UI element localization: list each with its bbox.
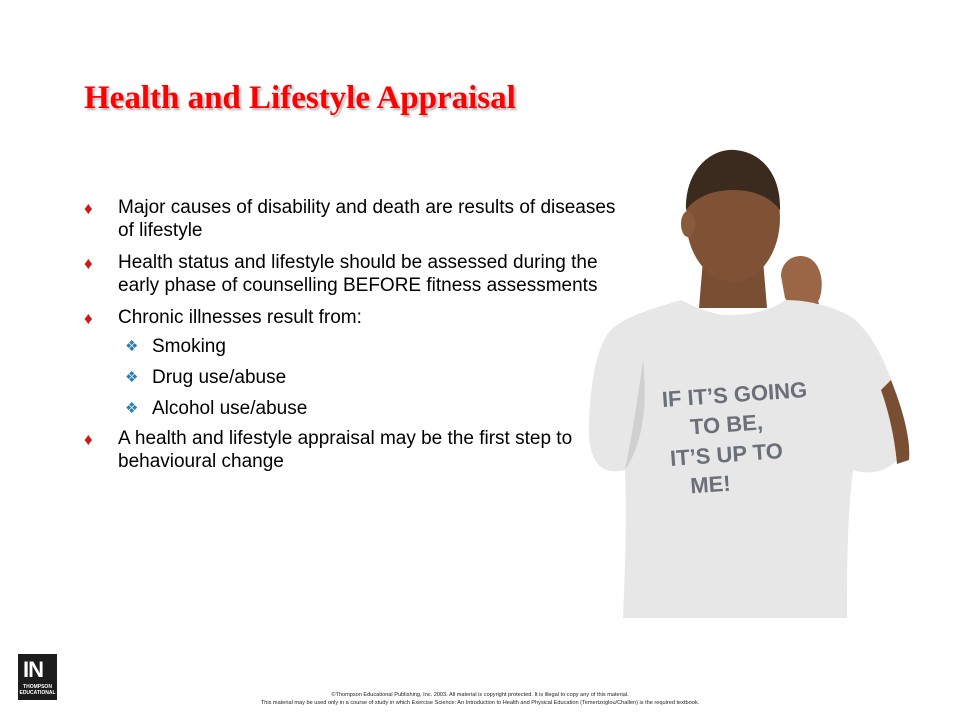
sub-bullet-text: Drug use/abuse xyxy=(152,367,287,388)
fleuron-bullet-icon: ❖ xyxy=(125,338,139,355)
bullet-text: Chronic illnesses result from: xyxy=(118,307,362,328)
diamond-bullet-icon: ♦ xyxy=(84,309,93,328)
bullet-text: Major causes of disability and death are results of diseases of lifestyle xyxy=(118,197,616,241)
sub-bullet-list xyxy=(118,335,624,420)
diamond-bullet-icon: ♦ xyxy=(84,199,93,218)
fleuron-bullet-icon: ❖ xyxy=(125,400,139,417)
raised-fist xyxy=(781,256,822,307)
person-photo xyxy=(585,140,915,618)
bullet-list xyxy=(84,196,624,482)
sub-bullet-item xyxy=(109,335,624,358)
bullet-item xyxy=(84,251,624,297)
usage-footer: This material may be used only in a course of study in which Exercise Science: An Introduction to Health and Physical Education (Temertzoglou/Challen) is the required textbook. xyxy=(260,700,700,706)
bullet-item xyxy=(84,196,624,242)
sub-bullet-item xyxy=(109,397,624,420)
diamond-bullet-icon: ♦ xyxy=(84,430,93,449)
logo-text: THOMPSON EDUCATIONAL xyxy=(19,684,56,696)
logo-mark: IN xyxy=(23,657,43,682)
bullet-item xyxy=(84,427,624,473)
sub-bullet-item xyxy=(109,366,624,389)
shirt-text-line: IF IT’S GOING xyxy=(661,376,808,413)
bullet-item xyxy=(84,306,624,420)
bullet-text: A health and lifestyle appraisal may be the first step to behavioural change xyxy=(118,428,573,472)
bullet-text: Health status and lifestyle should be assessed during the early phase of counselling BEFORE fitness assessments xyxy=(118,252,598,296)
shirt-text-line: ME! xyxy=(689,470,732,499)
ear xyxy=(681,211,695,237)
slide-title: Health and Lifestyle Appraisal xyxy=(84,80,516,116)
sub-bullet-text: Alcohol use/abuse xyxy=(152,398,308,419)
copyright-footer: ©Thompson Educational Publishing, Inc. 2003. All material is copyright protected. It is illegal to copy any of this material. xyxy=(331,692,629,698)
sub-bullet-text: Smoking xyxy=(152,336,226,357)
diamond-bullet-icon: ♦ xyxy=(84,254,93,273)
shirt-text-line: TO BE, xyxy=(689,409,764,440)
fleuron-bullet-icon: ❖ xyxy=(125,369,139,386)
shirt-text-line: IT’S UP TO xyxy=(669,438,784,471)
